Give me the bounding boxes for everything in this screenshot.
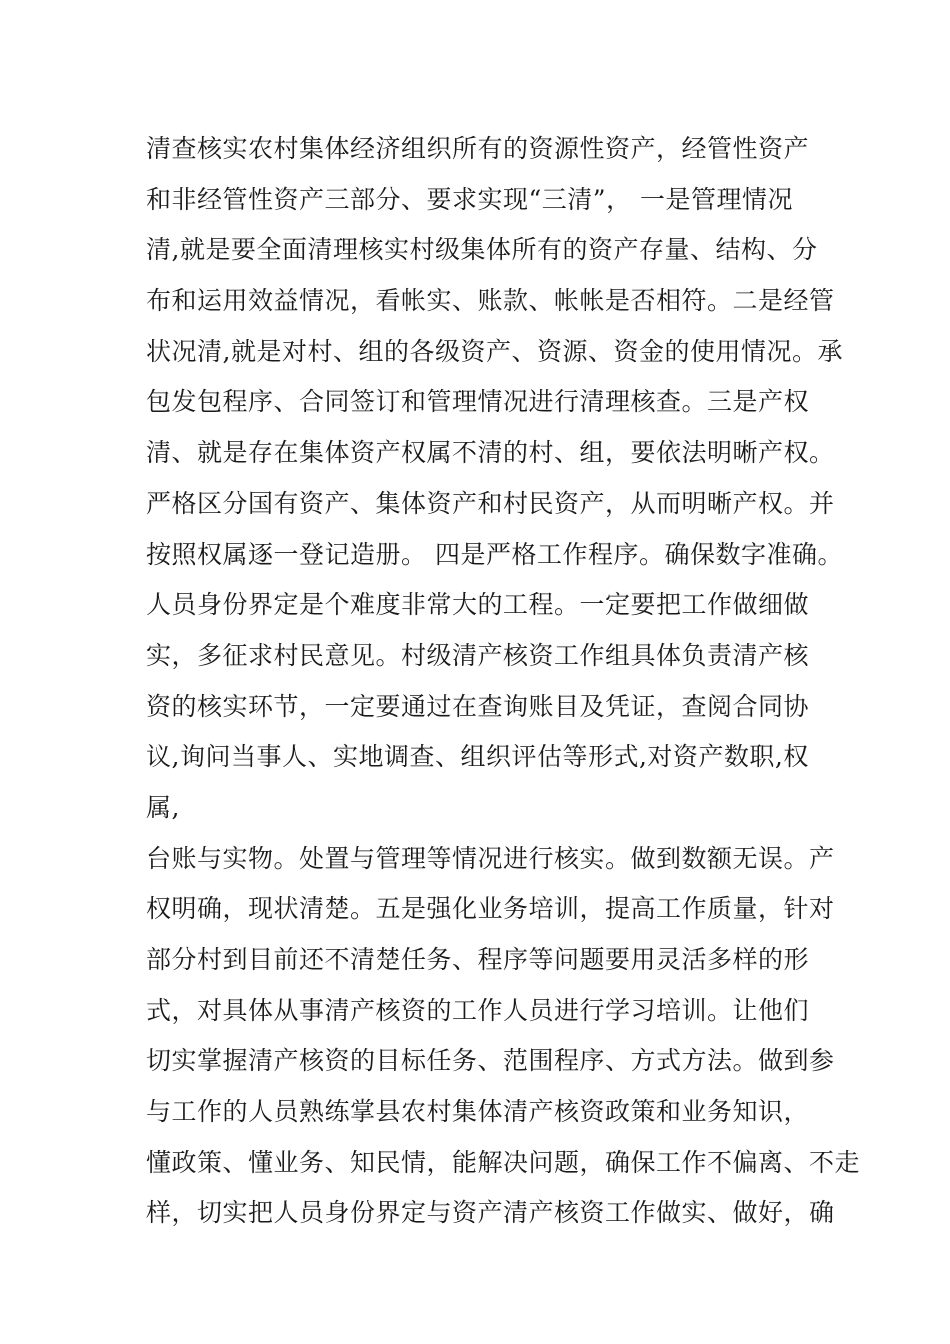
text-line: 议,询问当事人、实地调查、组织评估等形式,对资产数职,权 (146, 742, 809, 772)
text-line: 清查核实农村集体经济组织所有的资源性资产，经管性资产 (146, 134, 810, 163)
text-line: 人员身份界定是个难度非常大的工程。一定要把工作做细做 (146, 590, 810, 620)
text-line: 懂政策、懂业务、知民情，能解决问题，确保工作不偏离、不走 (146, 1147, 861, 1177)
text-line: 布和运用效益情况，看帐实、账款、帐帐是否相符。二是经管 (146, 286, 835, 316)
text-line: 清,就是要全面清理核实村级集体所有的资产存量、结构、分 (146, 235, 818, 265)
text-line: 样，切实把人员身份界定与资产清产核资工作做实、做好，确 (146, 1198, 835, 1228)
text-line: 清、就是存在集体资产权属不清的村、组，要依法明晰产权。 (146, 438, 835, 468)
text-line: 切实掌握清产核资的目标任务、范围程序、方式方法。做到参 (146, 1046, 835, 1076)
text-line: 与工作的人员熟练掌县农村集体清产核资政策和业务知识， (146, 1097, 810, 1127)
text-line: 和非经管性资产三部分、要求实现“三清”， 一是管理情况 (146, 184, 794, 214)
text-line: 严格区分国有资产、集体资产和村民资产，从而明晰产权。并 (146, 488, 835, 518)
text-line: 权明确，现状清楚。五是强化业务培训，提高工作质量，针对 (146, 894, 835, 924)
text-line: 台账与实物。处置与管理等情况进行核实。做到数额无误。产 (146, 843, 835, 873)
text-line: 式，对具体从事清产核资的工作人员进行学习培训。让他们 (146, 995, 810, 1025)
text-line: 资的核实环节，一定要通过在查询账目及凭证，查阅合同协 (146, 691, 810, 721)
text-line: 包发包程序、合同签订和管理情况进行清理核查。三是产权 (146, 387, 810, 417)
text-line: 按照权属逐一登记造册。 四是严格工作程序。确保数字准确。 (146, 539, 843, 569)
text-line: 状况清,就是对村、组的各级资产、资源、资金的使用情况。承 (146, 336, 843, 366)
text-line: 实，多征求村民意见。村级清产核资工作组具体负责清产核 (146, 640, 810, 670)
body-text (146, 124, 861, 1239)
text-line: 部分村到目前还不清楚任务、程序等问题要用灵活多样的形 (146, 945, 810, 974)
text-line: 属, (146, 792, 180, 822)
